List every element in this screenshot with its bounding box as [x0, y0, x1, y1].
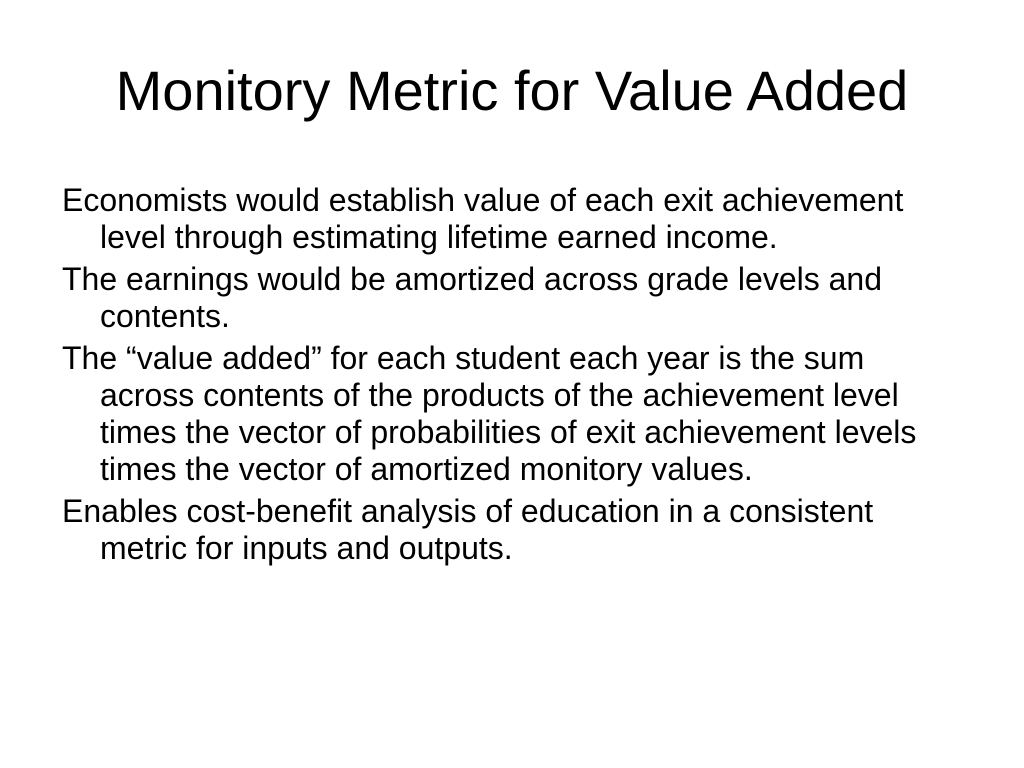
body-paragraph-economists: Economists would establish value of each exit achievement level through estimating lifetime earned income.: [62, 182, 904, 255]
body-paragraph-cost-benefit: Enables cost-benefit analysis of education in a consistent metric for inputs and outputs.: [62, 493, 874, 566]
body-paragraph-earnings: The earnings would be amortized across grade levels and contents.: [62, 261, 883, 334]
slide-body-list: [62, 182, 962, 572]
body-paragraph-value-added: The “value added” for each student each year is the sum across contents of the products of the achievement level times the vector of probabilities of exit achievement levels times the vector of amortized monitory values.: [62, 340, 917, 487]
slide-title: Monitory Metric for Value Added: [115, 59, 909, 122]
